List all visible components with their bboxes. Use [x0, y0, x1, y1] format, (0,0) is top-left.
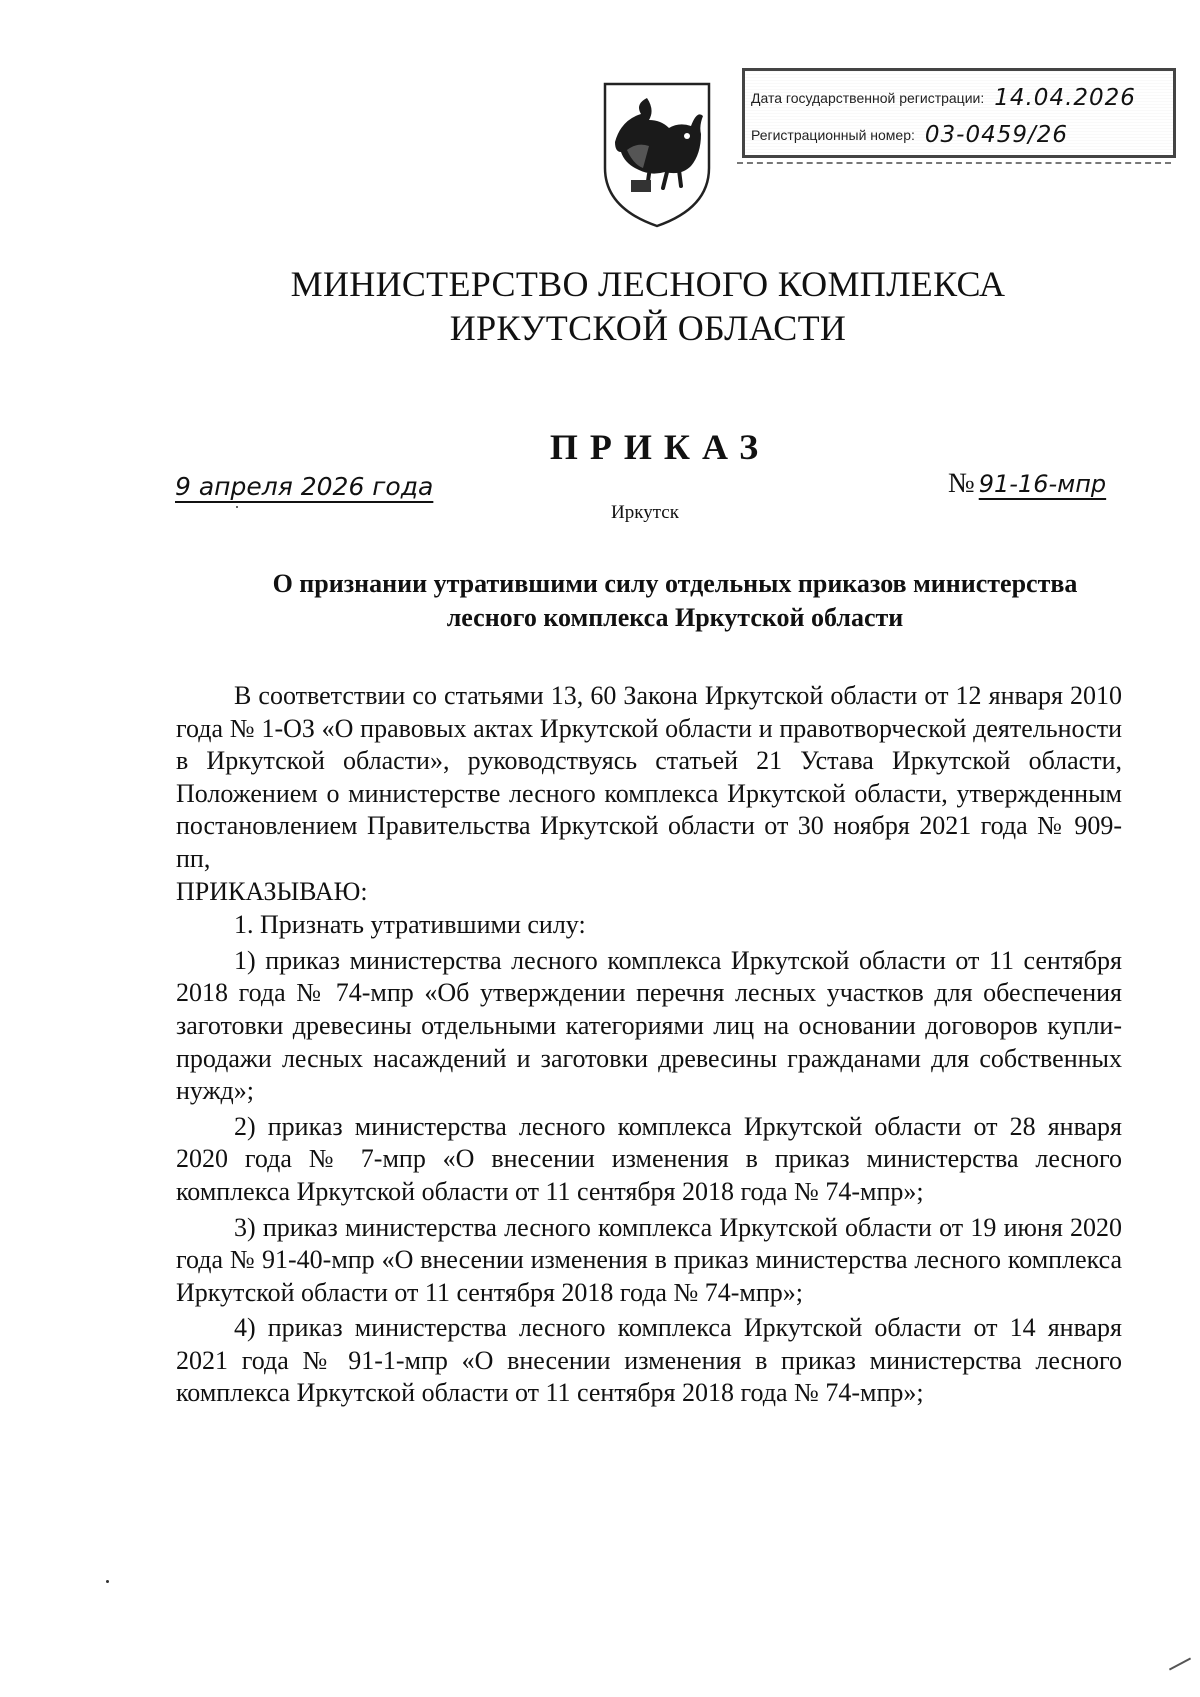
registration-number-label: Регистрационный номер:	[751, 127, 915, 143]
order-subject	[175, 567, 1125, 635]
order-number	[948, 468, 1106, 500]
registration-date-value: 14.04.2026	[994, 85, 1136, 111]
ministry-header	[0, 262, 1200, 350]
document-body	[176, 680, 1122, 1410]
list-item: 2) приказ министерства лесного комплекса Иркутской области от 28 января 2020 года № 7-мпр «О внесении изменения в приказ министерства лесного комплекса Иркутской области от 11 сентября 2018 года № 74-мпр»;	[176, 1111, 1122, 1206]
coat-of-arms-shield-icon	[597, 80, 717, 230]
ministry-name-line1: МИНИСТЕРСТВО ЛЕСНОГО КОМПЛЕКСА	[290, 264, 1006, 304]
registration-stamp	[742, 68, 1176, 158]
order-number-handwritten: 91-16-мпр	[978, 470, 1107, 498]
scan-speck	[106, 1580, 109, 1583]
order-number-sign: №	[948, 468, 975, 499]
order-subject-line1: О признании утратившими силу отдельных приказов министерства	[272, 569, 1078, 598]
city-name: Иркутск	[611, 502, 679, 523]
registration-number-row	[751, 120, 1068, 146]
point-1-heading: 1. Признать утратившими силу:	[234, 910, 586, 940]
document-type-text: ПРИКАЗ	[549, 427, 771, 467]
document-type-title	[0, 426, 1200, 468]
handwritten-date: 9 апреля 2026 года	[175, 472, 434, 501]
order-word: ПРИКАЗЫВАЮ:	[176, 876, 368, 906]
scan-corner-mark	[1169, 1657, 1191, 1670]
registration-date-row	[751, 83, 1136, 109]
order-subject-line2: лесного комплекса Иркутской области	[446, 603, 904, 632]
preamble-paragraph: В соответствии со статьями 13, 60 Закона Иркутской области от 12 января 2010 года № 1-ОЗ «О правовых актах Иркутской области и правотворческой деятельности в Иркутской области», руководствуясь статьей 21 Устава Иркутской области, Положением о министерстве лесного комплекса Иркутской области, утвержденным постановлением Правительства Иркутской области от 30 ноября 2021 года № 909-пп,	[176, 681, 1122, 873]
scan-speck	[236, 506, 238, 508]
city-line	[0, 502, 1200, 524]
list-item: 3) приказ министерства лесного комплекса Иркутской области от 19 июня 2020 года № 91-40-мпр «О внесении изменения в приказ министерства лесного комплекса Иркутской области от 11 сентября 2018 года № 74-мпр»;	[176, 1212, 1122, 1307]
ministry-name-line2: ИРКУТСКОЙ ОБЛАСТИ	[449, 308, 847, 348]
list-item: 4) приказ министерства лесного комплекса Иркутской области от 14 января 2021 года № 91-1-мпр «О внесении изменения в приказ министерства лесного комплекса Иркутской области от 11 сентября 2018 года № 74-мпр»;	[176, 1313, 1122, 1408]
registration-date-label: Дата государственной регистрации:	[751, 90, 985, 106]
registration-number-value: 03-0459/26	[924, 122, 1069, 148]
coat-of-arms-icon	[597, 80, 717, 230]
list-item: 1) приказ министерства лесного комплекса Иркутской области от 11 сентября 2018 года № 74-мпр «Об утверждении перечня лесных участков для обеспечения заготовки древесины отдельными категориями лиц на основании договоров купли-продажи лесных насаждений и заготовки древесины гражданами для собственных нужд»;	[176, 945, 1122, 1106]
